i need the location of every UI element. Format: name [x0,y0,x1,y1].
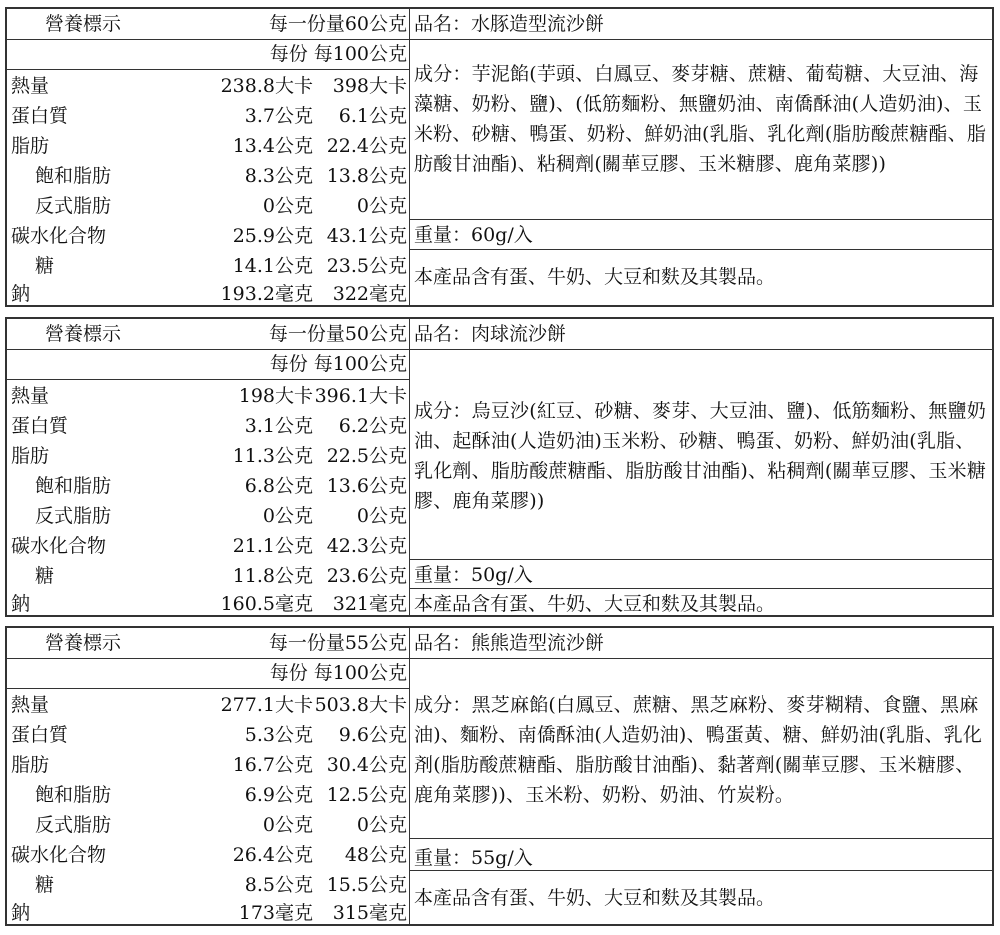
per-serving-value: 5.3公克 [244,724,313,746]
per-100g-value: 15.5公克 [326,874,407,896]
per-100g-value: 0公克 [356,814,407,836]
row-label: 鈉 [11,283,31,305]
per-serving-value: 6.8公克 [244,475,313,497]
per-serving-value: 3.7公克 [244,105,313,127]
nutrition-table [7,9,410,305]
row-label: 糖 [35,565,55,587]
per-100g-value: 0公克 [356,505,407,527]
per-serving-value: 3.1公克 [244,415,313,437]
per-serving-value: 11.8公克 [232,565,313,587]
per-100g-value: 13.6公克 [326,475,407,497]
per-serving-value: 25.9公克 [232,225,313,247]
per-100g-value: 22.5公克 [326,445,407,467]
row-label: 脂肪 [11,754,50,776]
per-100g-value: 9.6公克 [338,724,407,746]
per-100g-value: 315毫克 [332,902,407,924]
net-weight: 重量：60g/入 [414,224,533,246]
row-label: 鈉 [11,902,31,924]
per-serving-value: 14.1公克 [232,255,313,277]
row-label: 糖 [35,255,55,277]
per-serving-value: 193.2毫克 [220,283,313,305]
per-100g-value: 321毫克 [332,593,407,615]
net-weight: 重量：50g/入 [414,564,533,586]
row-label: 飽和脂肪 [35,475,112,497]
per-100g-value: 398大卡 [332,75,407,97]
per-serving-value: 11.3公克 [232,445,313,467]
nutrition-label-3 [5,626,994,926]
per-serving-value: 26.4公克 [232,844,313,866]
nutrition-label-1 [5,7,994,307]
per-100g-value: 0公克 [356,195,407,217]
per-100g-value: 6.2公克 [338,415,407,437]
nutrition-header: 營養標示 [45,323,122,345]
per-serving-value: 198大卡 [238,385,313,407]
row-label: 反式脂肪 [35,505,112,527]
per-serving-value: 16.7公克 [232,754,313,776]
row-label: 糖 [35,874,55,896]
per-serving-value: 0公克 [262,505,313,527]
allergen-statement: 本產品含有蛋、牛奶、大豆和麩及其製品。 [414,593,776,615]
per-100g-value: 322毫克 [332,283,407,305]
product-info [410,319,992,615]
nutrition-header: 營養標示 [45,13,122,35]
row-label: 碳水化合物 [11,225,107,247]
row-label: 反式脂肪 [35,814,112,836]
row-label: 熱量 [11,385,50,407]
nutrition-table [7,628,410,924]
per-serving-value: 238.8大卡 [220,75,313,97]
per-100g-value: 43.1公克 [326,225,407,247]
column-headers: 每份 每100公克 [269,662,407,684]
product-info [410,628,992,924]
serving-size: 每一份量60公克 [268,13,407,35]
per-100g-value: 503.8大卡 [314,694,407,716]
allergen-statement: 本產品含有蛋、牛奶、大豆和麩及其製品。 [414,887,776,909]
per-serving-value: 8.3公克 [244,165,313,187]
product-info [410,9,992,305]
row-label: 飽和脂肪 [35,165,112,187]
serving-size: 每一份量50公克 [268,323,407,345]
nutrition-table [7,319,410,615]
serving-size: 每一份量55公克 [268,632,407,654]
row-label: 熱量 [11,75,50,97]
per-100g-value: 23.5公克 [326,255,407,277]
row-label: 蛋白質 [11,724,69,746]
product-name: 品名：肉球流沙餅 [414,323,567,345]
row-label: 脂肪 [11,445,50,467]
row-label: 蛋白質 [11,105,69,127]
row-label: 飽和脂肪 [35,784,112,806]
nutrition-header: 營養標示 [45,632,122,654]
per-100g-value: 6.1公克 [338,105,407,127]
per-serving-value: 6.9公克 [244,784,313,806]
allergen-statement: 本產品含有蛋、牛奶、大豆和麩及其製品。 [414,266,776,288]
per-100g-value: 30.4公克 [326,754,407,776]
per-serving-value: 13.4公克 [232,135,313,157]
row-label: 碳水化合物 [11,844,107,866]
ingredients-text: 成分：芋泥餡(芋頭、白鳳豆、麥芽糖、蔗糖、葡萄糖、大豆油、海藻糖、奶粉、鹽)、(低筋麵粉、無鹽奶油、南僑酥油(人造奶油)、玉米粉、砂糖、鴨蛋、奶粉、鮮奶油(乳脂、乳化劑(脂肪酸蔗糖酯、脂肪酸甘油酯)、粘稠劑(關華豆膠、玉米糖膠、鹿角菜膠)) [414,63,987,175]
per-serving-value: 173毫克 [238,902,313,924]
per-100g-value: 23.6公克 [326,565,407,587]
per-serving-value: 0公克 [262,195,313,217]
column-headers: 每份 每100公克 [269,353,407,375]
per-100g-value: 42.3公克 [326,535,407,557]
product-name: 品名：熊熊造型流沙餅 [414,632,605,654]
per-serving-value: 277.1大卡 [220,694,313,716]
per-serving-value: 21.1公克 [232,535,313,557]
per-100g-value: 13.8公克 [326,165,407,187]
per-100g-value: 12.5公克 [326,784,407,806]
ingredients-text: 成分：黑芝麻餡(白鳳豆、蔗糖、黑芝麻粉、麥芽糊精、食鹽、黑麻油)、麵粉、南僑酥油(人造奶油)、鴨蛋黃、糖、鮮奶油(乳脂、乳化剤(脂肪酸蔗糖酯、脂肪酸甘油酯)、黏著劑(關華豆膠、玉米糖膠、鹿角菜膠))、玉米粉、奶粉、奶油、竹炭粉。 [414,694,983,806]
net-weight: 重量：55g/入 [414,847,533,869]
per-100g-value: 48公克 [344,844,407,866]
row-label: 反式脂肪 [35,195,112,217]
column-headers: 每份 每100公克 [269,43,407,65]
row-label: 鈉 [11,593,31,615]
per-100g-value: 396.1大卡 [314,385,407,407]
per-100g-value: 22.4公克 [326,135,407,157]
ingredients-text: 成分：烏豆沙(紅豆、砂糖、麥芽、大豆油、鹽)、低筋麵粉、無鹽奶油、起酥油(人造奶油)玉米粉、砂糖、鴨蛋、奶粉、鮮奶油(乳脂、乳化劑、脂肪酸蔗糖酯、脂肪酸甘油酯)、粘稠劑(關華豆膠、玉米糖膠、鹿角菜膠)) [414,400,987,512]
product-name: 品名：水豚造型流沙餅 [414,13,605,35]
nutrition-label-2 [5,317,994,617]
row-label: 脂肪 [11,135,50,157]
per-serving-value: 160.5毫克 [220,593,313,615]
row-label: 蛋白質 [11,415,69,437]
per-serving-value: 0公克 [262,814,313,836]
row-label: 碳水化合物 [11,535,107,557]
per-serving-value: 8.5公克 [244,874,313,896]
row-label: 熱量 [11,694,50,716]
